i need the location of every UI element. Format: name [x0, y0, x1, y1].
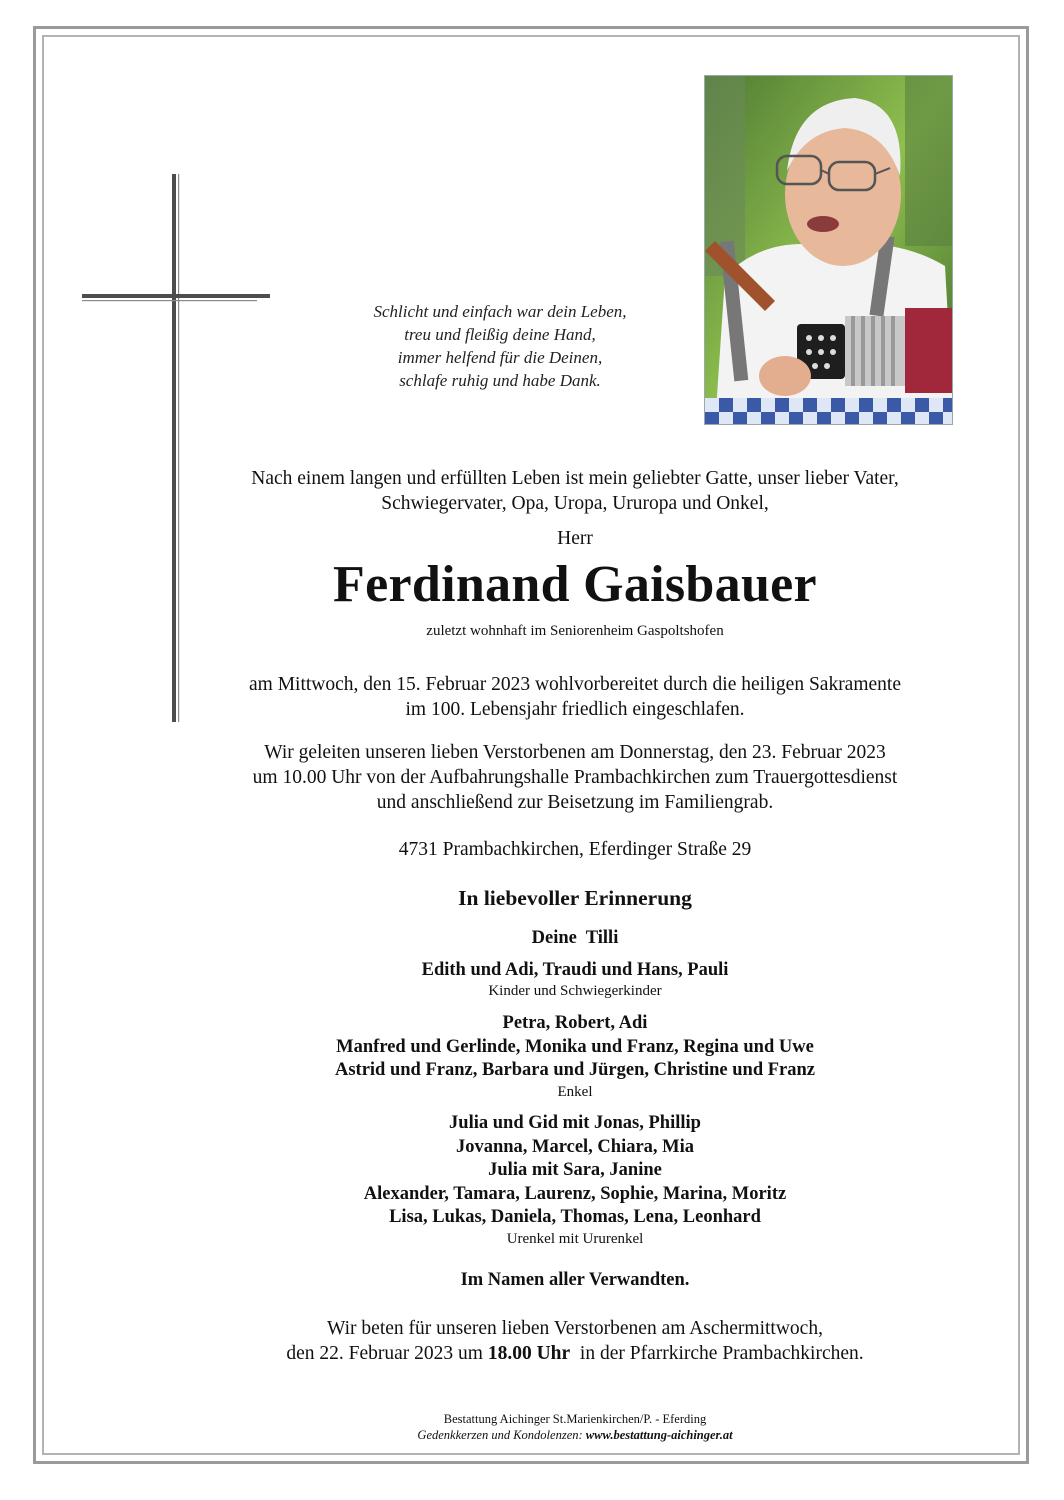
great-grandchildren-line: Julia mit Sara, Janine: [488, 1160, 662, 1180]
deceased-name: Ferdinand Gaisbauer: [333, 556, 817, 613]
grandchildren-line: Astrid und Franz, Barbara und Jürgen, Christine und Franz: [334, 1060, 816, 1080]
prayer-notice: [160, 1316, 990, 1366]
title-herr: Herr: [557, 528, 593, 549]
intro-text: [160, 466, 990, 516]
great-grandchildren-line: Jovanna, Marcel, Chiara, Mia: [455, 1136, 695, 1157]
prayer-time: 18.00 Uhr: [487, 1343, 571, 1364]
great-grandchildren-line: Alexander, Tamara, Laurenz, Sophie, Marina, Moritz: [363, 1183, 787, 1204]
grandchildren-line: Manfred und Gerlinde, Monika und Franz, Regina und Uwe: [336, 1036, 814, 1057]
prayer-line: [160, 1341, 990, 1366]
verse-line: Schlicht und einfach war dein Leben,: [373, 302, 627, 321]
grandchildren-block: [160, 1012, 990, 1102]
verse-line: immer helfend für die Deinen,: [397, 348, 603, 367]
condolence-label: Gedenkkerzen und Kondolenzen:: [417, 1428, 586, 1442]
verse-line: treu und fleißig deine Hand,: [404, 325, 596, 344]
death-line: am Mittwoch, den 15. Februar 2023 wohlvorbereitet durch die heiligen Sakramente: [249, 674, 901, 695]
great-grandchildren-block: [160, 1112, 990, 1249]
address: 4731 Prambachkirchen, Eferdinger Straße 29: [398, 839, 752, 860]
verse-line: schlafe ruhig und habe Dank.: [399, 371, 601, 390]
spouse: Deine Tilli: [531, 928, 619, 948]
funeral-line: Wir geleiten unseren lieben Verstorbenen am Donnerstag, den 23. Februar 2023: [264, 742, 886, 763]
children-block: [160, 958, 990, 1001]
footer: [160, 1411, 990, 1443]
intro-line: Nach einem langen und erfüllten Leben ist mein geliebter Gatte, unser lieber Vater,: [251, 468, 899, 489]
memory-heading: In liebevoller Erinnerung: [458, 886, 692, 910]
intro-line: Schwiegervater, Opa, Uropa, Ururopa und Onkel,: [381, 493, 769, 514]
prayer-line: Wir beten für unseren lieben Verstorbenen am Aschermittwoch,: [327, 1318, 823, 1339]
relatives-note: Im Namen aller Verwandten.: [460, 1270, 690, 1290]
funeral-line: um 10.00 Uhr von der Aufbahrungshalle Prambachkirchen zum Trauergottesdienst: [252, 767, 898, 788]
funeral-notice: [160, 740, 990, 815]
footer-condolence: [160, 1427, 990, 1443]
children-caption: Kinder und Schwiegerkinder: [488, 983, 662, 999]
great-grandchildren-line: Julia und Gid mit Jonas, Phillip: [449, 1113, 701, 1133]
memorial-verse: [330, 300, 670, 392]
portrait-photo: [704, 75, 953, 425]
great-grandchildren-line: Lisa, Lukas, Daniela, Thomas, Lena, Leonhard: [389, 1207, 761, 1227]
residence: zuletzt wohnhaft im Seniorenheim Gaspoltshofen: [426, 623, 724, 639]
great-grandchildren-caption: Urenkel mit Ururenkel: [506, 1230, 644, 1247]
prayer-location: in der Pfarrkirche Prambachkirchen.: [570, 1343, 864, 1364]
death-notice: [160, 672, 990, 722]
children-names: Edith und Adi, Traudi und Hans, Pauli: [421, 960, 729, 980]
funeral-line: und anschließend zur Beisetzung im Familiengrab.: [376, 792, 774, 813]
grandchildren-line: Petra, Robert, Adi: [502, 1013, 648, 1033]
prayer-date: den 22. Februar 2023 um: [286, 1343, 488, 1364]
website-link[interactable]: www.bestattung-aichinger.at: [585, 1428, 733, 1442]
death-line: im 100. Lebensjahr friedlich eingeschlafen.: [405, 699, 745, 720]
footer-company: Bestattung Aichinger St.Marienkirchen/P. - Eferding: [443, 1412, 707, 1426]
grandchildren-caption: Enkel: [557, 1083, 593, 1100]
